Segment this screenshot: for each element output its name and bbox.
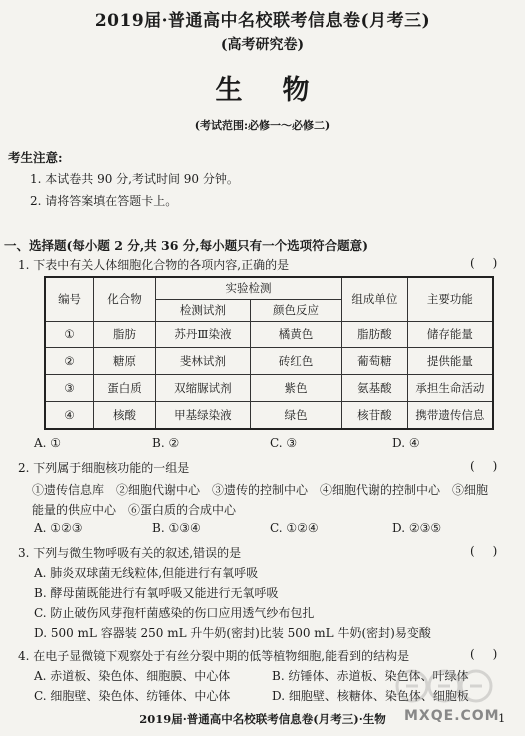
- th-reagent: 检测试剂: [155, 299, 250, 321]
- table-row: [45, 375, 493, 402]
- q2-choices-line-2: 能量的供应中心 ⑥蛋白质的合成中心: [32, 503, 237, 517]
- cell-reagent: 斐林试剂: [155, 348, 250, 375]
- q1-stem: 1. 下表中有关人体细胞化合物的各项内容,正确的是: [18, 258, 290, 272]
- exam-title: 2019届·普通高中名校联考信息卷(月考三): [94, 11, 431, 31]
- cell-no: ②: [45, 348, 94, 375]
- cell-no: ④: [45, 401, 94, 429]
- q2-option-b: B. ①③④: [152, 521, 201, 535]
- q2-answer-paren: (): [470, 459, 516, 473]
- q2-option-c: C. ①②④: [270, 521, 319, 535]
- cell-function: 携带遗传信息: [407, 401, 493, 429]
- cell-color: 绿色: [250, 401, 341, 429]
- q1-option-a: A. ①: [34, 436, 62, 450]
- th-color: 颜色反应: [250, 299, 341, 321]
- cell-function: 提供能量: [407, 348, 493, 375]
- q3-option-a: A. 肺炎双球菌无线粒体,但能进行有氧呼吸: [34, 566, 259, 580]
- cell-compound: 核酸: [94, 401, 156, 429]
- table-row: [45, 348, 493, 375]
- notice-item-2: 2. 请将答案填在答题卡上。: [30, 194, 178, 208]
- q4-option-b: B. 纺锤体、赤道板、染色体、叶绿体: [272, 669, 469, 683]
- notice-item-1: 1. 本试卷共 90 分,考试时间 90 分钟。: [30, 172, 239, 186]
- q3-option-d: D. 500 mL 容器装 250 mL 升牛奶(密封)比装 500 mL 牛奶(密封)易变酸: [34, 626, 431, 640]
- q2-stem: 2. 下列属于细胞核功能的一组是: [18, 461, 190, 475]
- cell-unit: 氨基酸: [342, 375, 408, 402]
- q4-option-c: C. 细胞壁、染色体、纺锤体、中心体: [34, 689, 231, 703]
- q1-option-b: B. ②: [152, 436, 180, 450]
- q4-stem: 4. 在电子显微镜下观察处于有丝分裂中期的低等植物细胞,能看到的结构是: [18, 649, 410, 663]
- page-number: 1: [498, 711, 506, 725]
- cell-function: 承担生命活动: [407, 375, 493, 402]
- q2-option-a: A. ①②③: [34, 521, 83, 535]
- q2-choices-line-1: ①遗传信息库 ②细胞代谢中心 ③遗传的控制中心 ④细胞代谢的控制中心 ⑤细胞: [32, 483, 489, 497]
- q1-option-c: C. ③: [270, 436, 298, 450]
- exam-scope: (考试范围:必修一～必修二): [194, 119, 331, 132]
- cell-compound: 糖原: [94, 348, 156, 375]
- q4-option-a: A. 赤道板、染色体、细胞膜、中心体: [34, 669, 231, 683]
- th-no: 编号: [45, 277, 94, 321]
- cell-unit: 葡萄糖: [342, 348, 408, 375]
- watermark-text: MXQE.COM: [404, 708, 500, 724]
- cell-reagent: 苏丹Ⅲ染液: [155, 321, 250, 348]
- th-unit: 组成单位: [342, 277, 408, 321]
- q1-answer-paren: (): [470, 256, 516, 270]
- cell-color: 砖红色: [250, 348, 341, 375]
- subject-title: 生物: [215, 75, 350, 106]
- cell-reagent: 双缩脲试剂: [155, 375, 250, 402]
- cell-compound: 蛋白质: [94, 375, 156, 402]
- cell-compound: 脂肪: [94, 321, 156, 348]
- cell-reagent: 甲基绿染液: [155, 401, 250, 429]
- exam-subtitle: (高考研究卷): [220, 37, 305, 53]
- cell-no: ③: [45, 375, 94, 402]
- notice-heading: 考生注意:: [8, 150, 63, 165]
- q4-answer-paren: (): [470, 647, 516, 661]
- cell-unit: 核苷酸: [342, 401, 408, 429]
- q1-option-d: D. ④: [392, 436, 420, 450]
- section-heading: 一、选择题(每小题 2 分,共 36 分,每小题只有一个选项符合题意): [4, 238, 369, 253]
- q3-answer-paren: (): [470, 544, 516, 558]
- th-function: 主要功能: [407, 277, 493, 321]
- th-compound: 化合物: [94, 277, 156, 321]
- table-row: [45, 401, 493, 429]
- th-test: 实验检测: [155, 277, 341, 299]
- q2-option-d: D. ②③⑤: [392, 521, 442, 535]
- q4-option-d: D. 细胞壁、核糖体、染色体、细胞板: [272, 689, 469, 703]
- cell-no: ①: [45, 321, 94, 348]
- cell-color: 橘黄色: [250, 321, 341, 348]
- compound-table: [44, 276, 494, 430]
- q3-stem: 3. 下列与微生物呼吸有关的叙述,错误的是: [18, 546, 242, 560]
- page-footer: 2019届·普通高中名校联考信息卷(月考三)·生物: [139, 712, 386, 726]
- q3-option-b: B. 酵母菌既能进行有氧呼吸又能进行无氧呼吸: [34, 586, 279, 600]
- cell-unit: 脂肪酸: [342, 321, 408, 348]
- table-row: [45, 321, 493, 348]
- cell-function: 储存能量: [407, 321, 493, 348]
- q3-option-c: C. 防止破伤风芽孢杆菌感染的伤口应用透气纱布包扎: [34, 606, 315, 620]
- cell-color: 紫色: [250, 375, 341, 402]
